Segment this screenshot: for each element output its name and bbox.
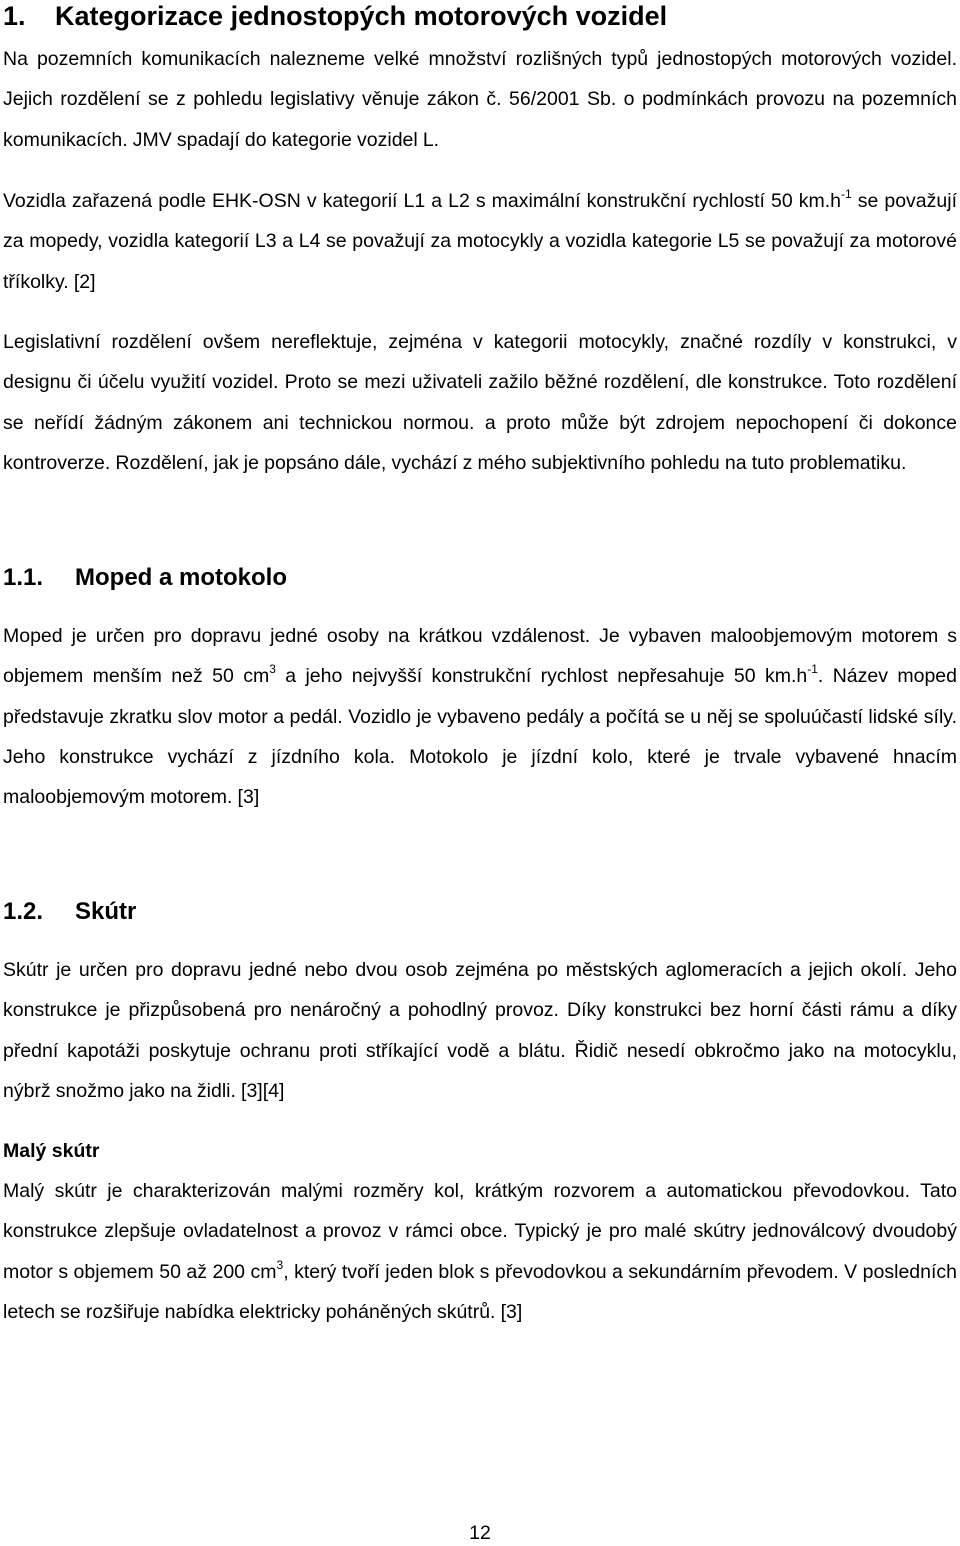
paragraph-maly-skutr-text-b: , který tvoří jeden blok s převodovkou a sekundárním převodem. V posledních letech se rozšiřuje nabídka elektricky poháněných skútrů. [3] (3, 1260, 957, 1323)
chapter-number: 1. (3, 1, 26, 31)
paragraph-maly-skutr-text-a: Malý skútr je charakterizován malými rozměry kol, krátkým rozvorem a automatickou převodovkou. Tato konstrukce zlepšuje ovladatelnost a provoz v rámci obce. Typický je pro malé skútry jednoválcový dvoudobý motor s objemem 50 až 200 cm (3, 1180, 957, 1283)
paragraph-legislation: Legislativní rozdělení ovšem nereflektuje, zejména v kategorii motocykly, značné rozdíly v konstrukci, v designu či účelu využití vozidel. Proto se mezi uživateli zažilo běžné rozdělení, dle konstrukce. Toto rozdělení se neřídí žádným zákonem ani technickou normou. a proto může být zdrojem nepochopení či dokonce kontroverze. Rozdělení, jak je popsáno dále, vychází z mého subjektivního pohledu na tuto problematiku. (3, 331, 957, 474)
superscript-minus-one: -1 (841, 187, 852, 201)
paragraph-categories-text-b: se považují za mopedy, vozidla kategorií L3 a L4 se považují za motocykly a vozidla kategorie L5 se považují za motorové tříkolky. [2] (3, 190, 957, 293)
subheading-maly-skutr: Malý skútr (3, 1140, 100, 1162)
chapter-heading (3, 0, 957, 32)
section-title: Moped a motokolo (75, 564, 287, 591)
section-heading-skutr (3, 897, 957, 927)
superscript-cubic: 3 (276, 1257, 284, 1272)
chapter-title: Kategorizace jednostopých motorových vozidel (55, 1, 668, 31)
paragraph-moped-text-c: . Název moped představuje zkratku slov motor a pedál. Vozidlo je vybaveno pedály a počítá se u něj se spoluúčastí lidské síly. Jeho konstrukce vychází z jízdního kola. Motokolo je jízdní kolo, které je trvale vybavené hnacím maloobjemovým motorem. [3] (3, 665, 957, 809)
paragraph-categories-text-a: Vozidla zařazená podle EHK-OSN v kategorií L1 a L2 s maximální konstrukční rychlostí 50 km.h (3, 190, 841, 212)
section-heading-moped (3, 563, 957, 593)
superscript-cubic: 3 (269, 662, 276, 677)
section-number: 1.2. (3, 898, 44, 925)
paragraph-moped-text-b: a jeho nejvyšší konstrukční rychlost nepřesahuje 50 km.h (275, 665, 808, 688)
paragraph-skutr: Skútr je určen pro dopravu jedné nebo dvou osob zejména po městských aglomeracích a jejich okolí. Jeho konstrukce je přizpůsobená pro nenáročný a pohodlný provoz. Díky konstrukci bez horní části rámu a díky přední kapotáži poskytuje ochranu proti stříkající vodě a blátu. Řidič nesedí obkročmo jako na motocyklu, nýbrž snožmo jako na židli. [3][4] (3, 959, 957, 1102)
page-number: 12 (469, 1522, 491, 1544)
paragraph-moped (3, 616, 957, 817)
paragraph-maly-skutr (3, 1171, 957, 1332)
paragraph-intro: Na pozemních komunikacích nalezneme velké množství rozlišných typů jednostopých motorových vozidel. Jejich rozdělení se z pohledu legislativy věnuje zákon č. 56/2001 Sb. o podmínkách provozu na pozemních komunikacích. JMV spadají do kategorie vozidel L. (3, 48, 957, 151)
section-title: Skútr (75, 898, 137, 925)
paragraph-moped-text-a: Moped je určen pro dopravu jedné osoby na krátkou vzdálenost. Je vybaven maloobjemovým motorem s objemem menším než 50 cm (3, 625, 957, 688)
section-number: 1.1. (3, 564, 44, 591)
superscript-minus-one: -1 (807, 662, 818, 677)
paragraph-categories (3, 181, 957, 302)
